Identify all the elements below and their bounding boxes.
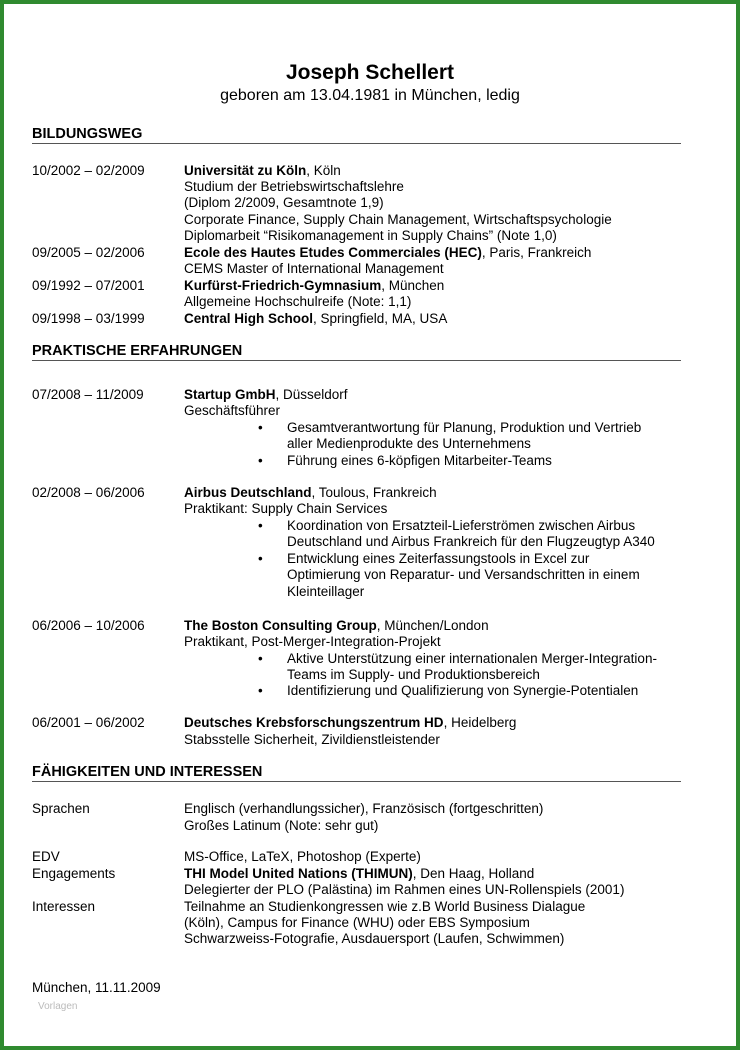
section-skills-title: FÄHIGKEITEN UND INTERESSEN <box>32 764 263 780</box>
section-experience-title: PRAKTISCHE ERFAHRUNGEN <box>32 343 243 359</box>
cv-birth-info: geboren am 13.04.1981 in München, ledig <box>220 87 520 104</box>
edu-date: 09/2005 – 02/2006 <box>32 245 145 260</box>
edu-detail: Studium der Betriebswirtschaftslehre <box>184 179 404 194</box>
section-divider <box>32 143 681 144</box>
edu-date: 10/2002 – 02/2009 <box>32 163 145 178</box>
section-divider <box>32 781 681 782</box>
edu-org-line: Ecole des Hautes Etudes Commerciales (HEC), Paris, Frankreich <box>184 245 592 260</box>
bullet: • <box>258 551 263 566</box>
bullet: • <box>258 420 263 435</box>
exp-bullet-text: Entwicklung eines Zeiterfassungstools in Excel zur <box>287 551 590 566</box>
exp-date: 02/2008 – 06/2006 <box>32 485 145 500</box>
section-divider <box>32 360 681 361</box>
exp-bullet-text: Identifizierung und Qualifizierung von Synergie-Potentialen <box>287 683 639 698</box>
edu-date: 09/1998 – 03/1999 <box>32 311 145 326</box>
skills-value: Teilnahme an Studienkongressen wie z.B World Business Dialague <box>184 899 586 914</box>
cv-name: Joseph Schellert <box>285 61 455 84</box>
skills-value: THI Model United Nations (THIMUN), Den Haag, Holland <box>184 866 535 881</box>
edu-detail: Corporate Finance, Supply Chain Management, Wirtschaftspsychologie <box>184 212 612 227</box>
exp-org-line: The Boston Consulting Group, München/London <box>184 618 489 633</box>
exp-org-line: Startup GmbH, Düsseldorf <box>184 387 348 402</box>
exp-bullet-text: Teams im Supply- und Produktionsbereich <box>287 667 540 682</box>
skills-label: Engagements <box>32 866 116 881</box>
exp-role: Stabsstelle Sicherheit, Zivildienstleistender <box>184 732 440 747</box>
exp-bullet-text: Deutschland und Airbus Frankreich für den Flugzeugtyp A340 <box>287 534 655 549</box>
edu-detail: (Diplom 2/2009, Gesamtnote 1,9) <box>184 195 384 210</box>
edu-org-line: Central High School, Springfield, MA, USA <box>184 311 448 326</box>
skills-value: (Köln), Campus for Finance (WHU) oder EBS Symposium <box>184 915 530 930</box>
exp-bullet-text: Kleinteillager <box>287 584 365 599</box>
exp-bullet-text: Aktive Unterstützung einer internationalen Merger-Integration- <box>287 651 657 666</box>
edu-date: 09/1992 – 07/2001 <box>32 278 145 293</box>
skills-value: Großes Latinum (Note: sehr gut) <box>184 818 379 833</box>
exp-role: Praktikant, Post-Merger-Integration-Projekt <box>184 634 441 649</box>
exp-org-line: Airbus Deutschland, Toulous, Frankreich <box>184 485 437 500</box>
exp-date: 06/2001 – 06/2002 <box>32 715 145 730</box>
edu-detail: Allgemeine Hochschulreife (Note: 1,1) <box>184 294 412 309</box>
edu-org-line: Kurfürst-Friedrich-Gymnasium, München <box>184 278 445 293</box>
skills-label: Sprachen <box>32 801 90 816</box>
edu-detail: Diplomarbeit “Risikomanagement in Supply Chains” (Note 1,0) <box>184 228 557 243</box>
place-date: München, 11.11.2009 <box>32 980 161 995</box>
exp-role: Geschäftsführer <box>184 403 281 418</box>
skills-label: EDV <box>32 849 60 864</box>
exp-date: 07/2008 – 11/2009 <box>32 387 144 402</box>
exp-bullet-text: Koordination von Ersatzteil-Lieferströmen zwischen Airbus <box>287 518 636 533</box>
bullet: • <box>258 651 263 666</box>
skills-value: Englisch (verhandlungssicher), Französisch (fortgeschritten) <box>184 801 544 816</box>
edu-org-line: Universität zu Köln, Köln <box>184 163 341 178</box>
skills-value: MS-Office, LaTeX, Photoshop (Experte) <box>184 849 421 864</box>
skills-label: Interessen <box>32 899 96 914</box>
skills-value: Schwarzweiss-Fotografie, Ausdauersport (Laufen, Schwimmen) <box>184 931 565 946</box>
bullet: • <box>258 453 263 468</box>
bullet: • <box>258 518 263 533</box>
skills-value: Delegierter der PLO (Palästina) im Rahmen eines UN-Rollenspiels (2001) <box>184 882 625 897</box>
exp-org-line: Deutsches Krebsforschungszentrum HD, Heidelberg <box>184 715 517 730</box>
section-education-title: BILDUNGSWEG <box>32 126 143 142</box>
exp-date: 06/2006 – 10/2006 <box>32 618 145 633</box>
exp-bullet-text: aller Medienprodukte des Unternehmens <box>287 436 531 451</box>
edu-detail: CEMS Master of International Management <box>184 261 444 276</box>
bullet: • <box>258 683 263 698</box>
exp-bullet-text: Führung eines 6-köpfigen Mitarbeiter-Teams <box>287 453 552 468</box>
exp-bullet-text: Optimierung von Reparatur- und Versandschritten in einem <box>287 567 640 582</box>
exp-role: Praktikant: Supply Chain Services <box>184 501 388 516</box>
watermark: Vorlagen <box>38 1001 78 1012</box>
exp-bullet-text: Gesamtverantwortung für Planung, Produktion und Vertrieb <box>287 420 642 435</box>
